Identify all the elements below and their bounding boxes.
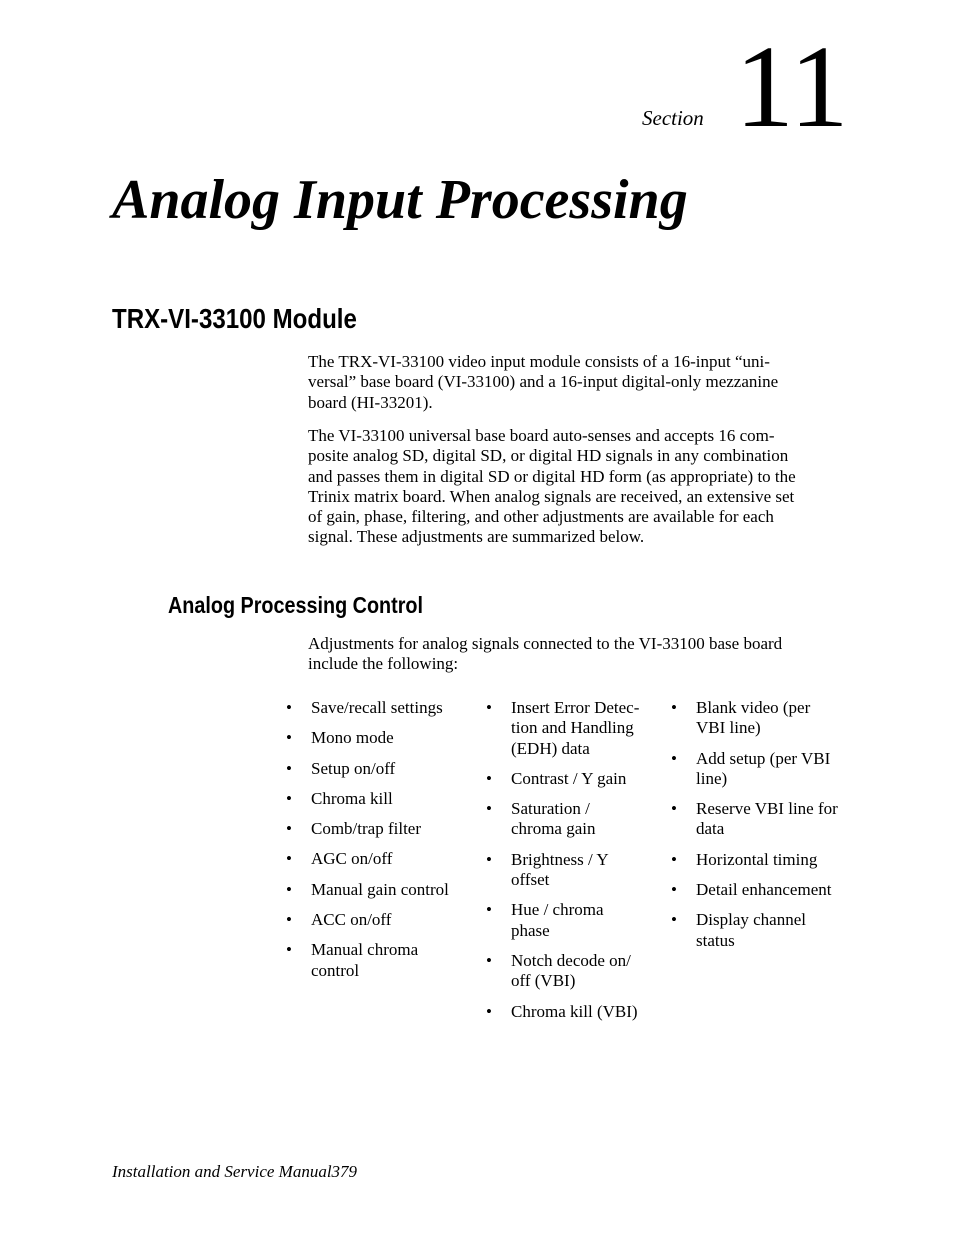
list-item-text: • Comb/trap filter bbox=[311, 819, 422, 839]
paragraph-module-overview bbox=[308, 352, 844, 413]
list-item-text: status bbox=[696, 930, 735, 950]
list-item bbox=[671, 749, 853, 790]
list-item-text: • Chroma kill (VBI) bbox=[511, 1001, 638, 1021]
list-item-text: line) bbox=[696, 768, 728, 788]
list-item bbox=[286, 728, 476, 748]
list-item-text: • Chroma kill bbox=[311, 788, 393, 808]
text-line: signal. These adjustments are summarized below. bbox=[308, 527, 645, 547]
list-item bbox=[486, 1002, 658, 1022]
text-line: include the following: bbox=[308, 654, 459, 674]
paragraph-intro bbox=[308, 634, 844, 675]
list-item-text: • Horizontal timing bbox=[696, 849, 818, 869]
page-footer: Installation and Service Manual379 bbox=[112, 1162, 358, 1181]
list-item-text: • ACC on/off bbox=[311, 910, 392, 930]
list-item-text: tion and Handling bbox=[511, 718, 634, 738]
list-item bbox=[486, 900, 658, 941]
list-item-text: offset bbox=[511, 870, 550, 890]
chapter-title: Analog Input Processing bbox=[112, 169, 688, 231]
list-item bbox=[671, 698, 853, 739]
list-item bbox=[286, 759, 476, 779]
list-item-text: phase bbox=[511, 920, 550, 940]
bullet-list-column-3 bbox=[671, 698, 853, 961]
list-item-text: • Saturation / bbox=[511, 799, 590, 819]
paragraph-base-board bbox=[308, 426, 844, 548]
section-word: Section bbox=[642, 106, 704, 130]
list-item bbox=[286, 910, 476, 930]
list-item bbox=[286, 940, 476, 981]
list-item-text: data bbox=[696, 819, 725, 839]
text-line: The TRX-VI-33100 video input module consists of a 16-input “uni- bbox=[308, 352, 770, 371]
section-number: 11 bbox=[735, 21, 849, 152]
text-line: posite analog SD, digital SD, or digital HD signals in any combination bbox=[308, 446, 789, 466]
list-item-text: • Save/recall settings bbox=[311, 698, 443, 717]
list-item-text: off (VBI) bbox=[511, 971, 576, 991]
list-item-text: • Setup on/off bbox=[311, 758, 396, 778]
subsection-heading: Analog Processing Control bbox=[168, 592, 423, 618]
text-line: Adjustments for analog signals connected to the VI-33100 base board bbox=[308, 634, 783, 653]
list-item-text: • Contrast / Y gain bbox=[511, 768, 627, 788]
list-item bbox=[286, 698, 476, 718]
list-item bbox=[486, 799, 658, 840]
list-item-text: • Display channel bbox=[696, 910, 806, 930]
list-item-text: • Detail enhancement bbox=[696, 880, 832, 900]
list-item-text: control bbox=[311, 960, 360, 980]
text-line: The VI-33100 universal base board auto-senses and accepts 16 com- bbox=[308, 426, 775, 445]
list-item-text: (EDH) data bbox=[511, 738, 590, 758]
list-item-text: • Brightness / Y bbox=[511, 849, 609, 869]
list-item-text: • Insert Error Detec- bbox=[511, 698, 640, 717]
list-item-text: • Manual chroma bbox=[311, 940, 419, 960]
list-item bbox=[486, 951, 658, 992]
text-line: versal” base board (VI-33100) and a 16-input digital-only mezzanine bbox=[308, 372, 779, 392]
list-item bbox=[671, 880, 853, 900]
list-item-text: • AGC on/off bbox=[311, 849, 393, 869]
list-item bbox=[671, 850, 853, 870]
list-item-text: • Manual gain control bbox=[311, 879, 449, 899]
list-item-text: • Notch decode on/ bbox=[511, 950, 631, 970]
list-item bbox=[486, 850, 658, 891]
list-item-text: • Reserve VBI line for bbox=[696, 799, 838, 819]
list-item-text: • Blank video (per bbox=[696, 698, 811, 717]
bullet-list-column-1 bbox=[286, 698, 476, 991]
text-line: Trinix matrix board. When analog signals are received, an extensive set bbox=[308, 486, 795, 506]
list-item bbox=[671, 799, 853, 840]
list-item-text: • Mono mode bbox=[311, 728, 394, 748]
list-item-text: VBI line) bbox=[696, 718, 761, 738]
list-item-text: • Add setup (per VBI bbox=[696, 748, 831, 768]
list-item bbox=[671, 910, 853, 951]
text-line: board (HI-33201). bbox=[308, 392, 433, 412]
list-item bbox=[486, 698, 658, 759]
list-item bbox=[286, 789, 476, 809]
list-item-text: chroma gain bbox=[511, 819, 596, 839]
list-item bbox=[486, 769, 658, 789]
list-item bbox=[286, 819, 476, 839]
list-item bbox=[286, 849, 476, 869]
text-line: and passes them in digital SD or digital HD form (as appropriate) to the bbox=[308, 466, 796, 486]
list-item-text: • Hue / chroma bbox=[511, 900, 604, 920]
module-heading: TRX-VI-33100 Module bbox=[112, 303, 357, 334]
text-line: of gain, phase, filtering, and other adjustments are available for each bbox=[308, 507, 774, 527]
bullet-list-column-2 bbox=[486, 698, 658, 1032]
list-item bbox=[286, 880, 476, 900]
